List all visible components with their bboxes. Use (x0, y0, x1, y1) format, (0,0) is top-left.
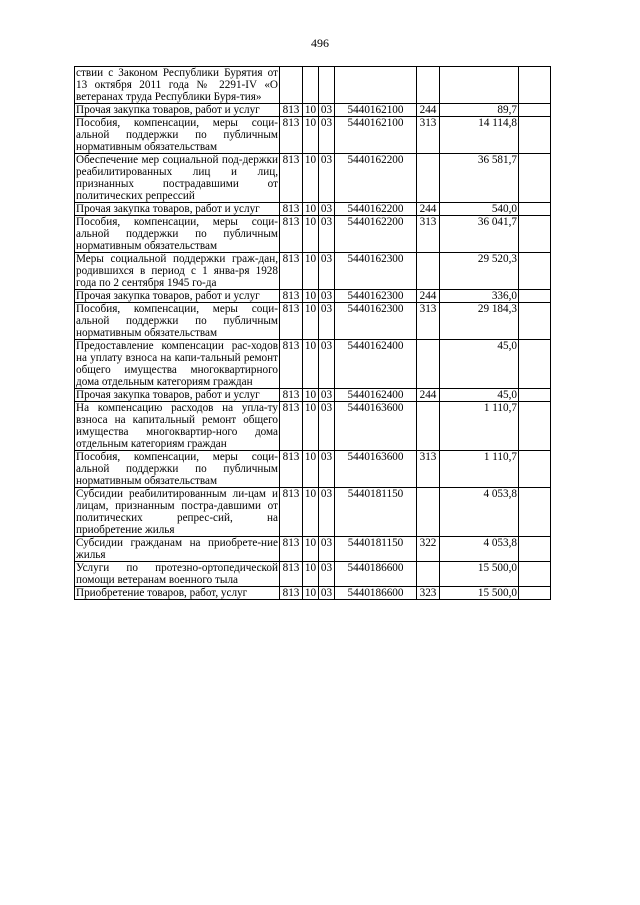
row-extra-cell (519, 402, 551, 451)
row-section-cell: 10 (303, 488, 319, 537)
table-row (75, 389, 551, 402)
row-subsection-cell: 03 (319, 562, 335, 587)
row-sum-cell: 36 041,7 (440, 216, 519, 253)
row-article-cell: 5440162400 (335, 340, 417, 389)
row-subsection-cell: 03 (319, 303, 335, 340)
row-sum-cell: 1 110,7 (440, 402, 519, 451)
row-article-cell: 5440181150 (335, 488, 417, 537)
row-expense-type-cell (417, 253, 440, 290)
row-article-cell: 5440163600 (335, 402, 417, 451)
table-row (75, 303, 551, 340)
row-article-cell: 5440186600 (335, 562, 417, 587)
row-ministry-code-cell: 813 (280, 290, 303, 303)
row-section-cell: 10 (303, 389, 319, 402)
row-ministry-code-cell: 813 (280, 587, 303, 600)
row-section-cell: 10 (303, 587, 319, 600)
row-name-cell: Приобретение товаров, работ, услуг (75, 587, 280, 600)
row-article-cell (335, 67, 417, 104)
row-section-cell: 10 (303, 216, 319, 253)
row-sum-cell: 336,0 (440, 290, 519, 303)
row-article-cell: 5440162100 (335, 117, 417, 154)
row-sum-cell: 36 581,7 (440, 154, 519, 203)
row-name-cell: ствии с Законом Республики Бурятия от 13 октября 2011 года № 2291-IV «О ветеранах труда Республики Буря-тия» (76, 67, 278, 103)
row-subsection-cell: 03 (319, 587, 335, 600)
row-subsection-cell: 03 (319, 154, 335, 203)
row-expense-type-cell (417, 562, 440, 587)
row-subsection-cell: 03 (319, 290, 335, 303)
row-extra-cell (519, 104, 551, 117)
row-extra-cell (519, 203, 551, 216)
row-extra-cell (519, 587, 551, 600)
table-row (75, 488, 551, 537)
row-name-cell: На компенсацию расходов на упла-ту взноса на капитальный ремонт общего имущества многоквартир-ного дома отдельным категориям граждан (76, 402, 278, 450)
row-section-cell: 10 (303, 303, 319, 340)
table-row (75, 104, 551, 117)
row-article-cell: 5440162100 (335, 104, 417, 117)
row-expense-type-cell (417, 402, 440, 451)
row-name-cell: Предоставление компенсации рас-ходов на уплату взноса на капи-тальный ремонт общего имущества многоквартирного дома отдельным категориям граждан (76, 340, 278, 388)
row-expense-type-cell: 313 (417, 216, 440, 253)
row-expense-type-cell (417, 154, 440, 203)
row-section-cell: 10 (303, 203, 319, 216)
row-ministry-code-cell: 813 (280, 154, 303, 203)
row-subsection-cell: 03 (319, 117, 335, 154)
row-expense-type-cell (417, 340, 440, 389)
row-extra-cell (519, 117, 551, 154)
row-expense-type-cell: 322 (417, 537, 440, 562)
row-subsection-cell: 03 (319, 402, 335, 451)
row-subsection-cell (319, 67, 335, 104)
row-section-cell (303, 67, 319, 104)
table-row (75, 67, 551, 104)
row-article-cell: 5440162300 (335, 303, 417, 340)
table-row (75, 117, 551, 154)
table-row (75, 451, 551, 488)
row-ministry-code-cell: 813 (280, 488, 303, 537)
row-sum-cell: 29 184,3 (440, 303, 519, 340)
row-extra-cell (519, 216, 551, 253)
row-expense-type-cell (417, 67, 440, 104)
row-name-cell: Пособия, компенсации, меры соци-альной поддержки по публичным нормативным обязательствам (76, 117, 278, 153)
row-name-cell: Пособия, компенсации, меры соци-альной поддержки по публичным нормативным обязательствам (76, 303, 278, 339)
row-extra-cell (519, 67, 551, 104)
row-ministry-code-cell: 813 (280, 203, 303, 216)
row-sum-cell: 4 053,8 (440, 488, 519, 537)
row-subsection-cell: 03 (319, 389, 335, 402)
row-expense-type-cell: 244 (417, 203, 440, 216)
row-expense-type-cell: 313 (417, 117, 440, 154)
row-name-cell: Прочая закупка товаров, работ и услуг (75, 104, 280, 117)
row-extra-cell (519, 290, 551, 303)
table-row (75, 253, 551, 290)
row-section-cell: 10 (303, 154, 319, 203)
row-name-cell: Субсидии гражданам на приобрете-ние жилья (76, 537, 278, 561)
budget-table (74, 66, 551, 600)
table-row (75, 203, 551, 216)
table-row (75, 154, 551, 203)
row-name-cell: Прочая закупка товаров, работ и услуг (75, 290, 280, 303)
row-extra-cell (519, 154, 551, 203)
row-name-cell: Меры социальной поддержки граж-дан, родившихся в период с 1 янва-ря 1928 года по 2 сентября 1945 го-да (76, 253, 278, 289)
row-name-cell: Пособия, компенсации, меры соци-альной поддержки по публичным нормативным обязательствам (76, 451, 278, 487)
row-extra-cell (519, 303, 551, 340)
row-expense-type-cell (417, 488, 440, 537)
row-article-cell: 5440162400 (335, 389, 417, 402)
row-ministry-code-cell: 813 (280, 402, 303, 451)
row-sum-cell: 15 500,0 (440, 562, 519, 587)
row-sum-cell: 4 053,8 (440, 537, 519, 562)
row-name-cell: Пособия, компенсации, меры соци-альной поддержки по публичным нормативным обязательствам (76, 216, 278, 252)
table-row (75, 340, 551, 389)
row-extra-cell (519, 340, 551, 389)
row-subsection-cell: 03 (319, 203, 335, 216)
row-extra-cell (519, 253, 551, 290)
row-ministry-code-cell: 813 (280, 117, 303, 154)
row-section-cell: 10 (303, 290, 319, 303)
row-sum-cell: 14 114,8 (440, 117, 519, 154)
row-extra-cell (519, 389, 551, 402)
budget-table-body (75, 67, 551, 600)
row-sum-cell (440, 67, 519, 104)
row-ministry-code-cell: 813 (280, 389, 303, 402)
table-row (75, 587, 551, 600)
row-ministry-code-cell: 813 (280, 303, 303, 340)
row-ministry-code-cell: 813 (280, 253, 303, 290)
row-article-cell: 5440162200 (335, 203, 417, 216)
row-extra-cell (519, 537, 551, 562)
row-subsection-cell: 03 (319, 451, 335, 488)
row-name-cell: Субсидии реабилитированным ли-цам и лицам, признанным постра-давшими от политических репрес-сий, на приобретение жилья (76, 488, 278, 536)
row-expense-type-cell: 244 (417, 389, 440, 402)
row-expense-type-cell: 244 (417, 104, 440, 117)
row-name-cell: Прочая закупка товаров, работ и услуг (75, 203, 280, 216)
row-sum-cell: 540,0 (440, 203, 519, 216)
row-section-cell: 10 (303, 451, 319, 488)
row-article-cell: 5440181150 (335, 537, 417, 562)
row-section-cell: 10 (303, 117, 319, 154)
row-extra-cell (519, 451, 551, 488)
row-section-cell: 10 (303, 537, 319, 562)
row-article-cell: 5440162300 (335, 253, 417, 290)
row-ministry-code-cell (280, 67, 303, 104)
row-sum-cell: 89,7 (440, 104, 519, 117)
row-section-cell: 10 (303, 253, 319, 290)
row-subsection-cell: 03 (319, 537, 335, 562)
row-ministry-code-cell: 813 (280, 104, 303, 117)
row-subsection-cell: 03 (319, 340, 335, 389)
row-expense-type-cell: 313 (417, 451, 440, 488)
table-row (75, 290, 551, 303)
row-sum-cell: 29 520,3 (440, 253, 519, 290)
row-section-cell: 10 (303, 104, 319, 117)
row-article-cell: 5440186600 (335, 587, 417, 600)
row-sum-cell: 1 110,7 (440, 451, 519, 488)
row-section-cell: 10 (303, 402, 319, 451)
row-expense-type-cell: 313 (417, 303, 440, 340)
row-section-cell: 10 (303, 562, 319, 587)
row-article-cell: 5440162300 (335, 290, 417, 303)
page-number: 496 (311, 36, 329, 50)
row-name-cell: Услуги по протезно-ортопедической помощи ветеранам военного тыла (76, 562, 278, 586)
row-article-cell: 5440162200 (335, 154, 417, 203)
row-ministry-code-cell: 813 (280, 216, 303, 253)
row-subsection-cell: 03 (319, 488, 335, 537)
row-name-cell: Прочая закупка товаров, работ и услуг (75, 389, 280, 402)
table-row (75, 537, 551, 562)
row-subsection-cell: 03 (319, 104, 335, 117)
row-sum-cell: 45,0 (440, 389, 519, 402)
row-ministry-code-cell: 813 (280, 562, 303, 587)
table-row (75, 562, 551, 587)
row-sum-cell: 15 500,0 (440, 587, 519, 600)
row-section-cell: 10 (303, 340, 319, 389)
row-subsection-cell: 03 (319, 253, 335, 290)
row-article-cell: 5440162200 (335, 216, 417, 253)
table-row (75, 402, 551, 451)
row-name-cell: Обеспечение мер социальной под-держки реабилитированных лиц и лиц, признанных пострадавшими от политических репрессий (76, 154, 278, 202)
row-ministry-code-cell: 813 (280, 451, 303, 488)
table-row (75, 216, 551, 253)
row-expense-type-cell: 244 (417, 290, 440, 303)
row-sum-cell: 45,0 (440, 340, 519, 389)
row-ministry-code-cell: 813 (280, 340, 303, 389)
row-expense-type-cell: 323 (417, 587, 440, 600)
row-subsection-cell: 03 (319, 216, 335, 253)
row-extra-cell (519, 488, 551, 537)
row-ministry-code-cell: 813 (280, 537, 303, 562)
row-article-cell: 5440163600 (335, 451, 417, 488)
row-extra-cell (519, 562, 551, 587)
